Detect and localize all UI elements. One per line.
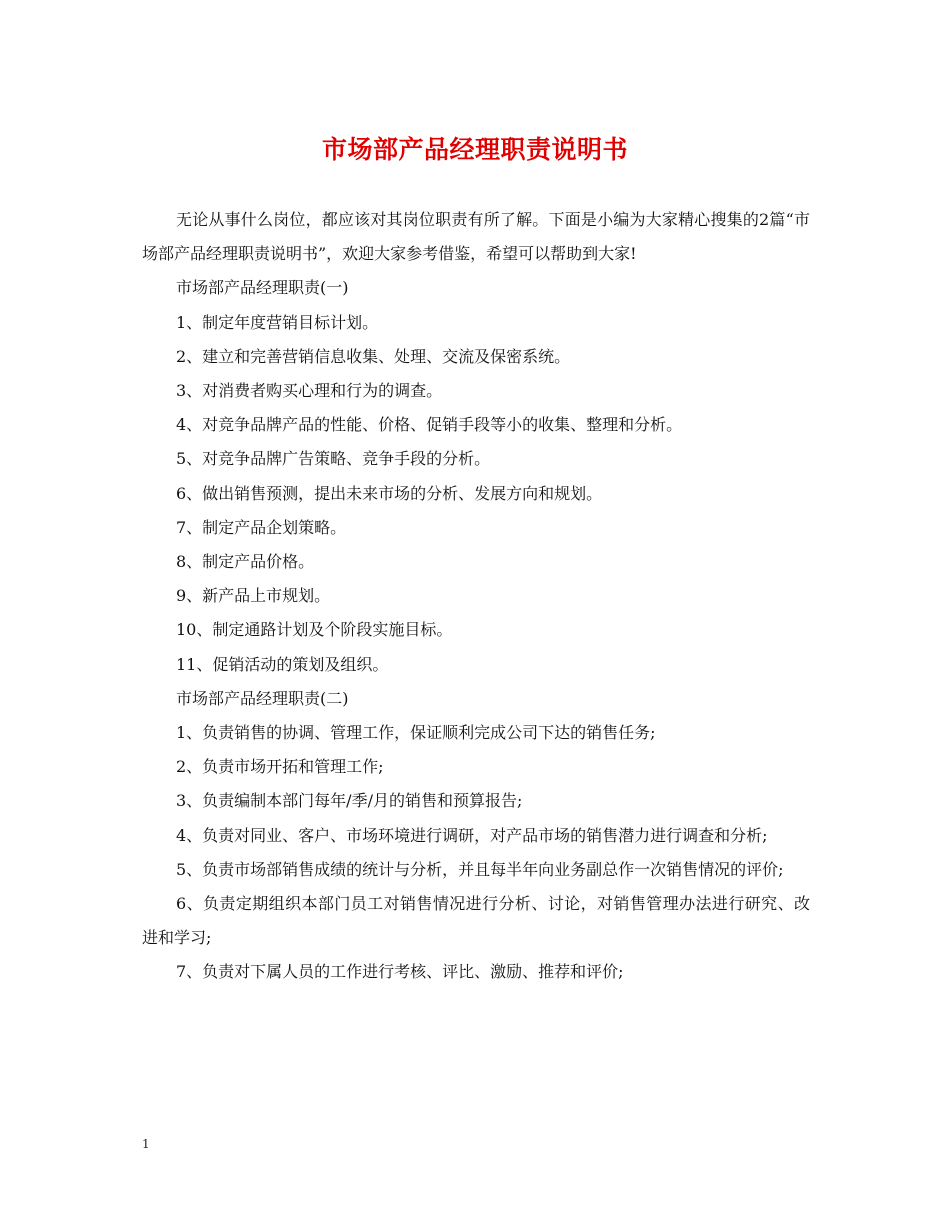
- list-item: 5、负责市场部销售成绩的统计与分析，并且每半年向业务副总作一次销售情况的评价;: [176, 859, 784, 879]
- list-item: 6、负责定期组织本部门员工对销售情况进行分析、讨论，对销售管理办法进行研究、改进和学习;: [142, 894, 810, 948]
- list-item: 4、对竞争品牌产品的性能、价格、促销手段等小的收集、整理和分析。: [176, 415, 683, 435]
- section-heading-1: 市场部产品经理职责(一): [176, 278, 349, 298]
- list-item: 10、制定通路计划及个阶段实施目标。: [176, 620, 453, 640]
- page-number: 1: [142, 1137, 150, 1151]
- list-item: 2、负责市场开拓和管理工作;: [176, 757, 384, 777]
- list-item: 1、制定年度营销目标计划。: [176, 312, 379, 332]
- document-body: [142, 203, 810, 990]
- list-item: 7、负责对下属人员的工作进行考核、评比、激励、推荐和评价;: [176, 962, 624, 982]
- list-item: 11、促销活动的策划及组织。: [176, 654, 389, 674]
- list-item: 4、负责对同业、客户、市场环境进行调研，对产品市场的销售潜力进行调查和分析;: [176, 825, 768, 845]
- list-item: 9、新产品上市规划。: [176, 586, 331, 606]
- document-title: 市场部产品经理职责说明书: [321, 135, 628, 164]
- list-item: 3、负责编制本部门每年/季/月的销售和预算报告;: [176, 791, 523, 811]
- list-item: 2、建立和完善营销信息收集、处理、交流及保密系统。: [176, 346, 571, 366]
- list-item: 5、对竞争品牌广告策略、竞争手段的分析。: [176, 449, 491, 469]
- list-item: 7、制定产品企划策略。: [176, 517, 347, 537]
- list-item: 1、负责销售的协调、管理工作，保证顺利完成公司下达的销售任务;: [176, 723, 656, 743]
- section-heading-2: 市场部产品经理职责(二): [176, 688, 349, 708]
- intro-paragraph: 无论从事什么岗位，都应该对其岗位职责有所了解。下面是小编为大家精心搜集的2篇“市场部产品经理职责说明书”，欢迎大家参考借鉴，希望可以帮助到大家!: [142, 210, 810, 264]
- list-item: 6、做出销售预测，提出未来市场的分析、发展方向和规划。: [176, 483, 603, 503]
- list-item: 8、制定产品价格。: [176, 552, 315, 572]
- list-item: 3、对消费者购买心理和行为的调查。: [176, 381, 443, 401]
